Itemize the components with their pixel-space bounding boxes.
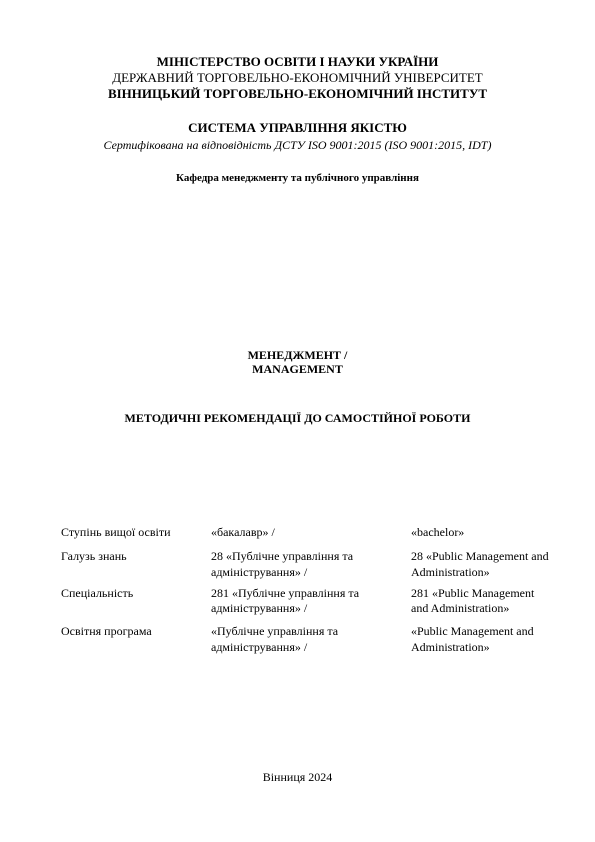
table-row-en-value: «Public Management and [411,624,534,638]
subject-title-ua: МЕНЕДЖМЕНТ / [247,348,348,362]
table-row-label: Ступінь вищої освіти [61,525,171,539]
table-row-en-value: 28 «Public Management and [411,549,549,563]
table-row-ua-value: «Публічне управління та [211,624,339,638]
certification-note: Сертифікована на відповідність ДСТУ ISO 9001:2015 (ISO 9001:2015, IDT) [103,138,492,152]
city-year: Вінниця 2024 [262,770,333,784]
table-row-label: Освітня програма [61,624,152,638]
table-row-en-value: Administration» [411,640,490,654]
table-row-en-value: Administration» [411,565,490,579]
department-name: Кафедра менеджменту та публічного управління [176,172,419,184]
document-title: МЕТОДИЧНІ РЕКОМЕНДАЦІЇ ДО САМОСТІЙНОЇ РОБОТИ [124,411,471,425]
quality-system-title: СИСТЕМА УПРАВЛІННЯ ЯКІСТЮ [188,120,407,135]
institute-heading: ВІННИЦЬКИЙ ТОРГОВЕЛЬНО-ЕКОНОМІЧНИЙ ІНСТИТУТ [107,86,488,101]
university-heading: ДЕРЖАВНИЙ ТОРГОВЕЛЬНО-ЕКОНОМІЧНИЙ УНІВЕРСИТЕТ [112,70,483,85]
table-row-ua-value: 28 «Публічне управління та [211,549,354,563]
table-row-en-value: «bachelor» [411,525,465,539]
table-row-ua-value: 281 «Публічне управління та [211,586,360,600]
ministry-heading: МІНІСТЕРСТВО ОСВІТИ І НАУКИ УКРАЇНИ [156,54,439,69]
table-row-ua-value: адміністрування» / [211,601,308,615]
table-row-en-value: 281 «Public Management [411,586,535,600]
table-row-ua-value: адміністрування» / [211,640,308,654]
table-row-ua-value: «бакалавр» / [211,525,275,539]
subject-title-en: MANAGEMENT [252,362,343,376]
table-row-label: Галузь знань [61,549,127,563]
table-row-ua-value: адміністрування» / [211,565,308,579]
table-row-en-value: and Administration» [411,601,510,615]
table-row-label: Спеціальність [61,586,134,600]
